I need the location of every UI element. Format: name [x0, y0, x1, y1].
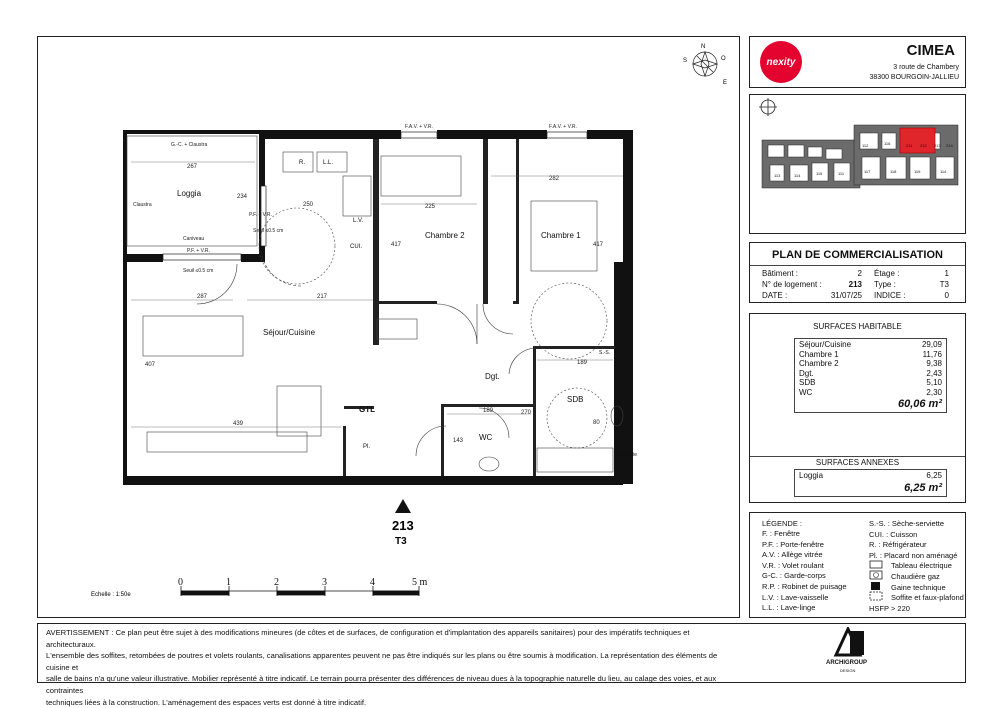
legend-right-labels: S.-S. : Sèche-serviette CUI. : Cuisson R. : Réfrigérateur Pl. : Placard non aménagé Tableau électrique Chaudière gaz Gaine technique Soffite et faux-plafond HSFP > 220: [869, 519, 964, 613]
scale-bar: [181, 586, 419, 596]
site-map-unit-label: 213: [934, 143, 941, 148]
project-name: CIMEA: [906, 42, 955, 59]
site-map-box: [749, 94, 966, 234]
plan-info-rows: [762, 268, 949, 301]
room-loggia: Loggia: [177, 189, 202, 198]
fridge: [283, 152, 313, 172]
ann-claustra: Claustra: [133, 202, 152, 208]
scale-0: 0: [178, 577, 183, 588]
site-map: [750, 95, 965, 233]
scale-5: 5 m: [412, 577, 428, 588]
furniture: [143, 152, 623, 472]
nexity-logo-text: nexity: [766, 56, 796, 68]
dim-270: 270: [521, 410, 532, 416]
dim-189b: 189: [483, 408, 494, 414]
bed-chambre2: [381, 156, 461, 196]
interior-walls: [343, 139, 615, 476]
dim-225: 225: [425, 204, 436, 210]
legend-box: [749, 512, 966, 618]
surface-row-dgt: Dgt. 2,43: [799, 368, 942, 378]
footer-warning: AVERTISSEMENT : Ce plan peut être sujet à des modifications mineures (de côtes et de surfaces, de configuration et d'implantation des appareils sanitaires) pour des impératifs techniques et architecturaux. L'ensemble des soffites, retombées de poutres et volets roulants, canalisations apparentes peuvent ne pas être indiqués sur les plans ou être soumis à modification. La représentation des éléments de cuisine et salle de bains n'a qu'une valeur illustrative. Mobilier représenté à titre indicatif. Le terrain pourra présenter des différences de niveau dues à la topographie naturelle du lieu, au calage des voies, et aux contraintes techniques liées à la construction. L'aménagement des espaces verts est donné à titre indicatif.: [46, 628, 718, 707]
surfaces-annexes-total: 6,25 m²: [904, 481, 942, 494]
label-r: R.: [299, 160, 305, 166]
site-map-unit-label: 118: [890, 169, 897, 174]
dim-287: 287: [197, 294, 208, 300]
ann-seuil-1: Seuil ≤0.5 cm: [183, 268, 214, 274]
placard-ch2: [377, 319, 417, 339]
surfaces-annexes-table: [794, 469, 947, 497]
plan-info-title: PLAN DE COMMERCIALISATION: [772, 249, 943, 261]
dim-417b: 417: [593, 242, 604, 248]
entry-arrow-icon: [395, 499, 411, 513]
dining-table: [277, 386, 321, 436]
scale-4: 4: [370, 577, 375, 588]
label-pl: Pl.: [363, 444, 371, 450]
ann-pf-vr-1: P.F. + V.R.: [187, 248, 210, 254]
nexity-logo: [760, 41, 802, 83]
dim-143: 143: [453, 438, 464, 444]
room-sdb: SDB: [567, 395, 584, 404]
room-wc: WC: [479, 433, 493, 442]
dim-267: 267: [187, 164, 198, 170]
label-cui: CUI.: [350, 244, 362, 250]
surface-row-loggia: Loggia 6,25: [799, 471, 942, 480]
surface-row-sdb: SDB 5,10: [799, 378, 942, 387]
surface-row-chambre2: Chambre 2 9,38: [799, 359, 942, 368]
dim-417a: 417: [391, 242, 402, 248]
address-line2: 38300 BOURGOIN-JALLIEU: [869, 74, 959, 81]
site-map-unit-label: 119: [914, 169, 921, 174]
ann-pf-vr-2: P.F. + V.R.: [249, 212, 272, 218]
site-map-unit-label: 114: [940, 169, 947, 174]
dim-217: 217: [317, 294, 328, 300]
compass-icon: [693, 52, 717, 76]
surfaces-habitables-total: 60,06 m²: [897, 398, 942, 410]
scale-1: 1: [226, 577, 231, 588]
dim-250: 250: [303, 202, 314, 208]
room-chambre2: Chambre 2: [425, 231, 465, 240]
surface-row-sejour: Séjour/Cuisine 29,09: [799, 340, 942, 349]
sofa: [143, 316, 243, 356]
compass-s: S: [683, 58, 688, 64]
surfaces-annexes-title: SURFACES ANNEXES: [815, 458, 900, 467]
room-gtl: GTL: [359, 405, 375, 414]
site-map-unit-label: 115: [816, 171, 823, 176]
site-map-unit-label: 111: [838, 171, 845, 176]
surfaces-habitables-box: [749, 313, 966, 503]
apartment-type: T3: [395, 536, 407, 547]
ann-fav-vr-2: F.A.V. + V.R.: [549, 124, 577, 130]
gaine-technique-icon: [871, 582, 880, 590]
scale-label: Echelle : 1:50e: [91, 592, 131, 598]
surfaces-habitables-table: [794, 338, 947, 413]
site-map-unit-label: 116: [884, 141, 891, 146]
plan-info-row-1: N° de logement : 213 Type : T3: [762, 280, 949, 289]
site-map-unit-label: 212: [920, 143, 927, 148]
ann-fav-vr-1: F.A.V. + V.R.: [405, 124, 433, 130]
plan-info-box: [749, 242, 966, 303]
surface-row-chambre1: Chambre 1 11,76: [799, 349, 942, 359]
room-sejour: Séjour/Cuisine: [263, 328, 316, 337]
site-map-compass-icon: [759, 98, 777, 116]
dim-282: 282: [549, 176, 560, 182]
label-penderie: Penderie: [617, 452, 638, 458]
dim-80: 80: [593, 420, 600, 426]
tableau-electrique-icon: [870, 561, 882, 568]
wc-toilet: [479, 457, 499, 471]
label-lv: L.V.: [353, 218, 364, 224]
dim-234: 234: [237, 194, 248, 200]
floor-plan: [37, 36, 740, 618]
archigroup-logo-icon: [830, 627, 870, 657]
surfaces-habitables-title: SURFACES HABITABLE: [813, 322, 902, 331]
compass-e: E: [723, 80, 728, 86]
site-map-highlight-213: [900, 128, 935, 153]
turn-circle-2: [259, 208, 335, 284]
site-map-unit-label: 211: [906, 143, 913, 148]
dim-189a: 189: [577, 360, 588, 366]
label-ss: S.-S.: [599, 350, 611, 356]
room-dgt: Dgt.: [485, 372, 500, 381]
header-box: [749, 36, 966, 88]
soffite-icon: [870, 592, 882, 600]
dim-407: 407: [145, 362, 156, 368]
architect-name: ARCHIGROUP: [826, 660, 868, 666]
scale-2: 2: [274, 577, 279, 588]
site-map-unit-label: 214: [946, 143, 953, 148]
room-chambre1: Chambre 1: [541, 231, 581, 240]
apartment-number: 213: [392, 518, 414, 533]
compass-o: O: [721, 56, 726, 62]
surface-row-wc: WC 2,30: [799, 387, 942, 397]
kitchen-counter: [147, 432, 307, 452]
site-map-unit-label: 117: [864, 169, 871, 174]
bathtub: [537, 448, 613, 472]
plan-info-row-0: Bâtiment : 2 Étage : 1: [762, 269, 949, 278]
site-map-unit-label: 114: [794, 173, 801, 178]
ann-seuil-2: Seuil ≤0.5 cm: [253, 228, 284, 234]
compass-n: N: [701, 44, 706, 50]
site-map-unit-label: 113: [774, 173, 781, 178]
ann-gc-claustra: G.-C. + Claustra: [171, 142, 208, 148]
legend-symbols: [868, 559, 886, 603]
legend-left: F. : Fenêtre P.F. : Porte-fenêtre A.V. : Allège vitrée V.R. : Volet roulant G-C. : Garde-corps R.P. : Robinet de puisage L.V. : Lave-vaisselle L.L. : Lave-linge: [762, 529, 847, 613]
scale-3: 3: [322, 577, 327, 588]
address-line1: 3 route de Chambery: [893, 64, 959, 71]
architect-sub: DESIGN: [840, 668, 856, 673]
site-map-unit-label: 112: [862, 143, 869, 148]
label-ll: L.L.: [323, 160, 334, 166]
architect-logo-box: [826, 627, 874, 679]
plan-info-row-2: DATE : 31/07/25 INDICE : 0: [762, 291, 949, 300]
ann-caniveau: Caniveau: [183, 236, 205, 242]
dim-439: 439: [233, 421, 244, 427]
legend-title: LÉGENDE :: [762, 519, 803, 528]
cooktop: [343, 176, 371, 216]
